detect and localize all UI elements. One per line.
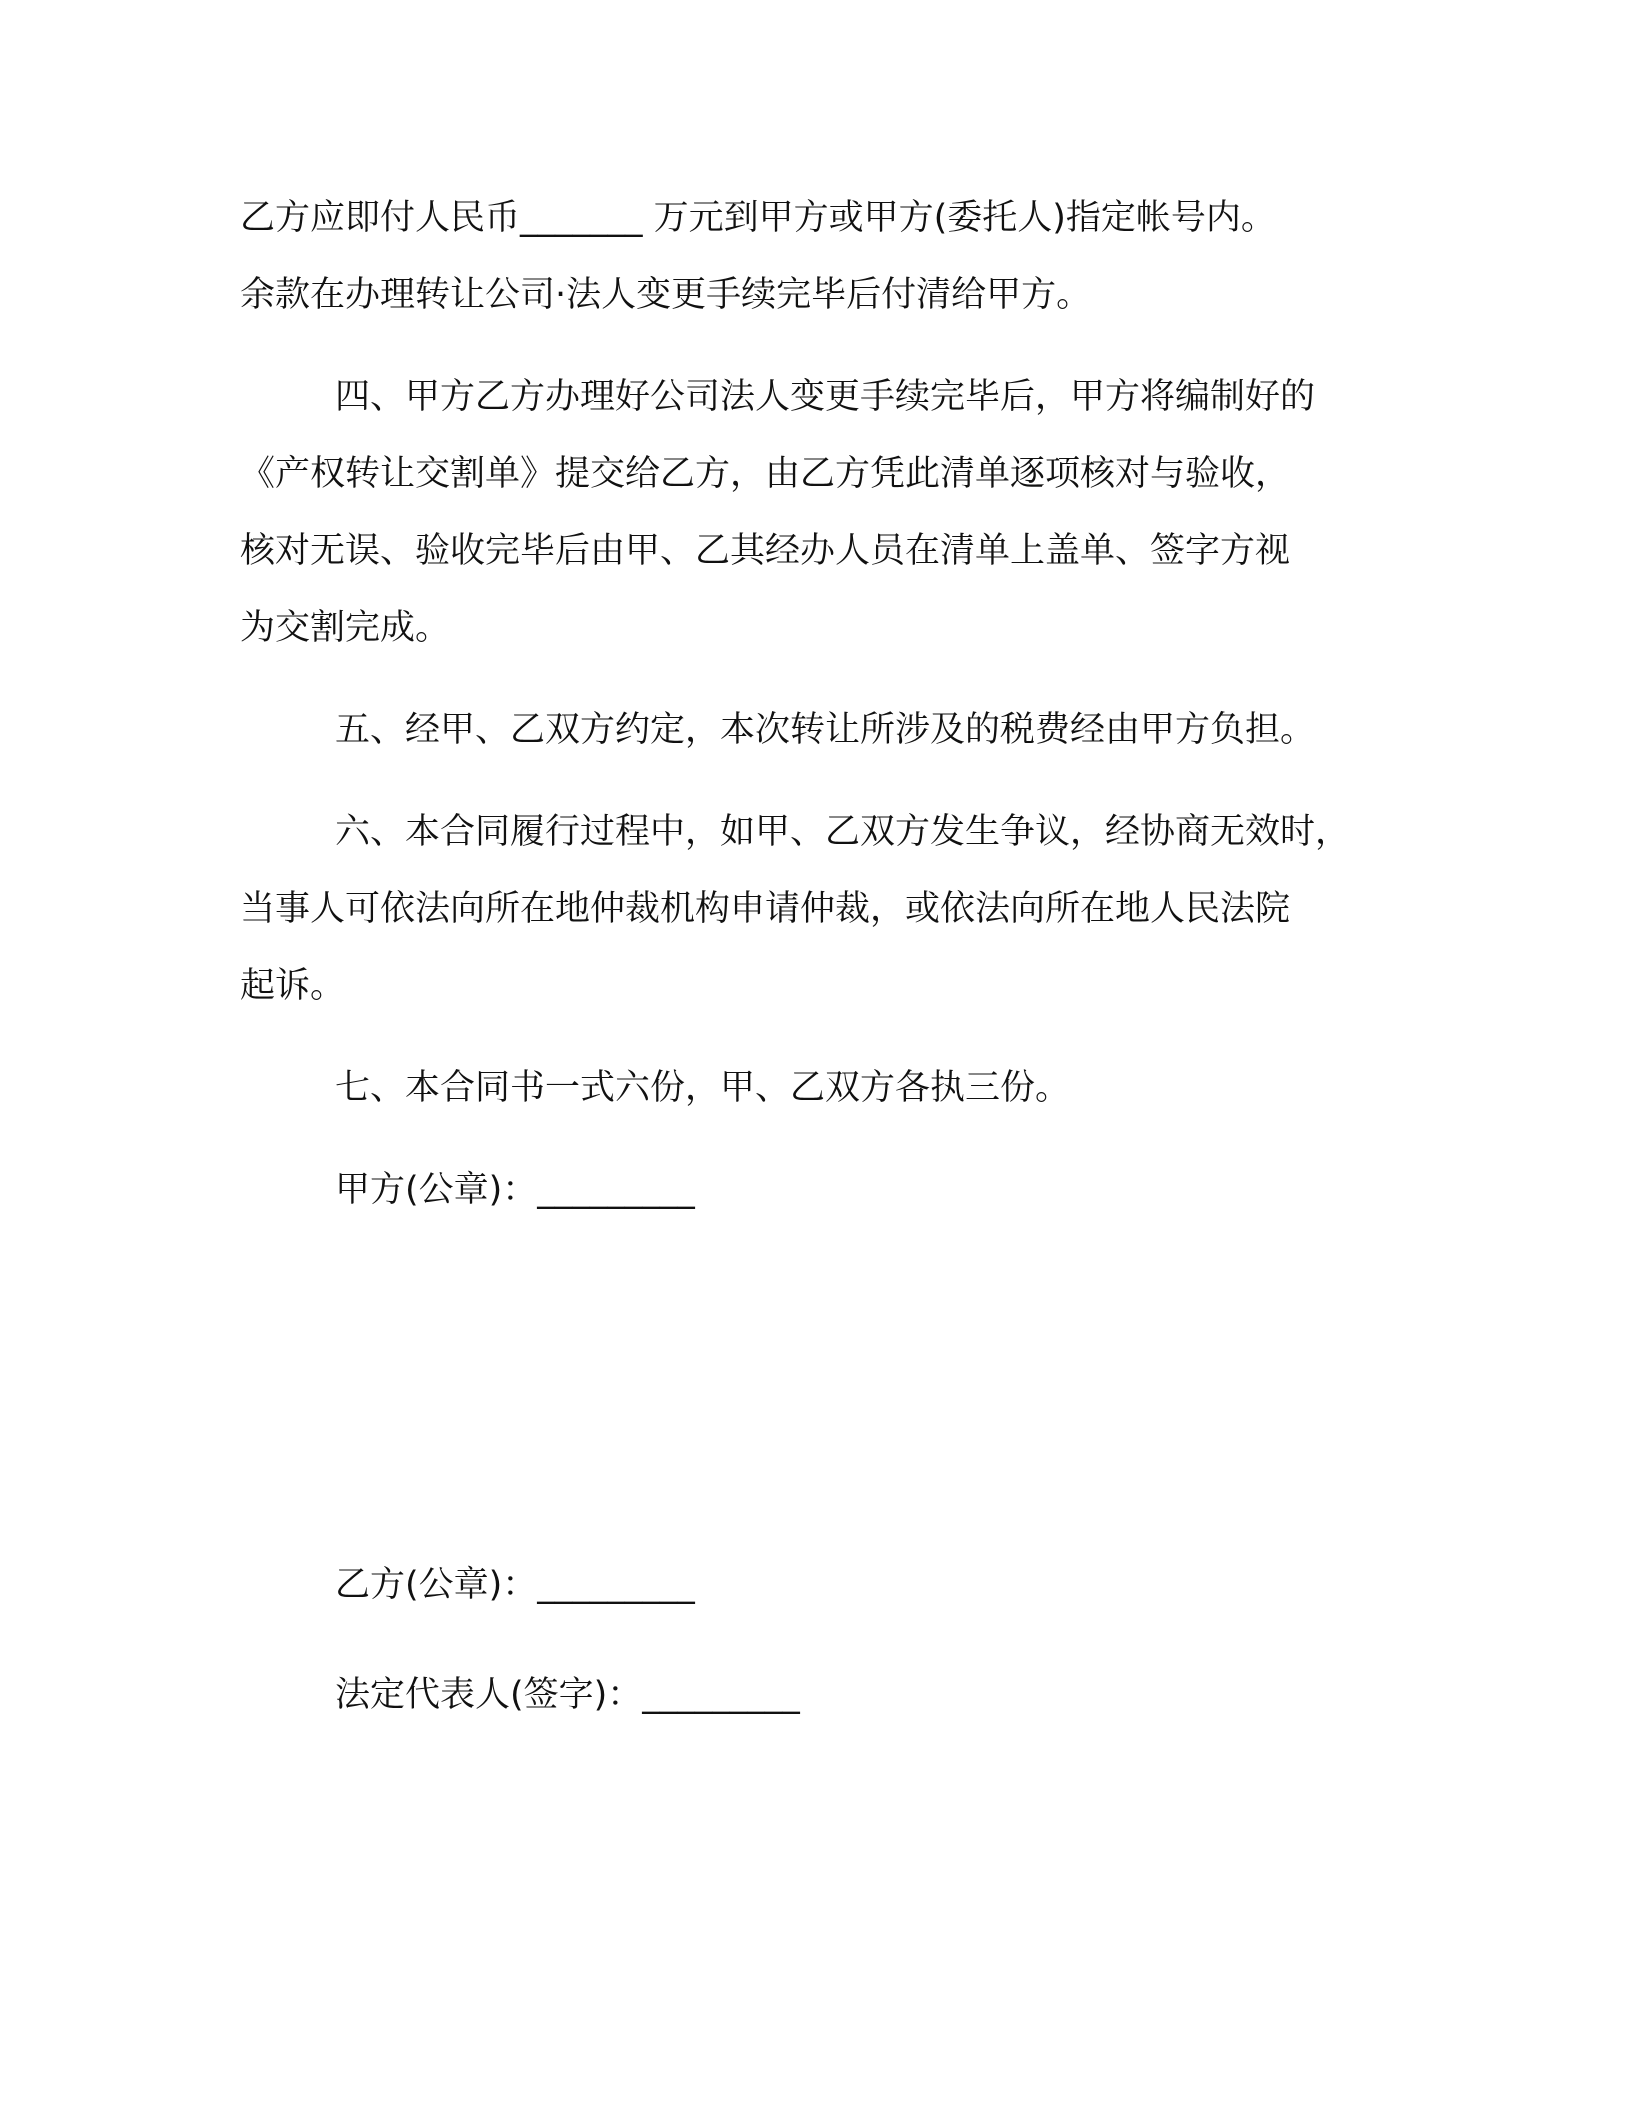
payment-line-2: 余款在办理转让公司·法人变更手续完毕后付清给甲方。 bbox=[240, 275, 1092, 315]
clause-4-line-3: 核对无误、验收完毕后由甲、乙其经办人员在清单上盖单、签字方视 bbox=[240, 531, 1291, 571]
clause-7-line-1: 七、本合同书一式六份，甲、乙双方各执三份。 bbox=[335, 1068, 1071, 1108]
clause-6-line-1: 六、本合同履行过程中，如甲、乙双方发生争议，经协商无效时， bbox=[335, 812, 1351, 852]
clause-4-line-4: 为交割完成。 bbox=[240, 608, 451, 648]
clause-5-line-1: 五、经甲、乙双方约定，本次转让所涉及的税费经由甲方负担。 bbox=[335, 710, 1316, 750]
party-a-seal: 甲方(公章)：_________ bbox=[335, 1170, 695, 1210]
clause-4-line-2: 《产权转让交割单》提交给乙方，由乙方凭此清单逐项核对与验收， bbox=[240, 454, 1291, 494]
clause-6-line-3: 起诉。 bbox=[240, 966, 346, 1006]
party-b-seal: 乙方(公章)：_________ bbox=[335, 1565, 695, 1605]
clause-4-line-1: 四、甲方乙方办理好公司法人变更手续完毕后，甲方将编制好的 bbox=[335, 377, 1316, 417]
payment-line-1: 乙方应即付人民币_______ 万元到甲方或甲方(委托人)指定帐号内。 bbox=[240, 198, 1276, 238]
clause-6-line-2: 当事人可依法向所在地仲裁机构申请仲裁，或依法向所在地人民法院 bbox=[240, 889, 1291, 929]
legal-representative-signature: 法定代表人(签字)：_________ bbox=[335, 1675, 800, 1715]
